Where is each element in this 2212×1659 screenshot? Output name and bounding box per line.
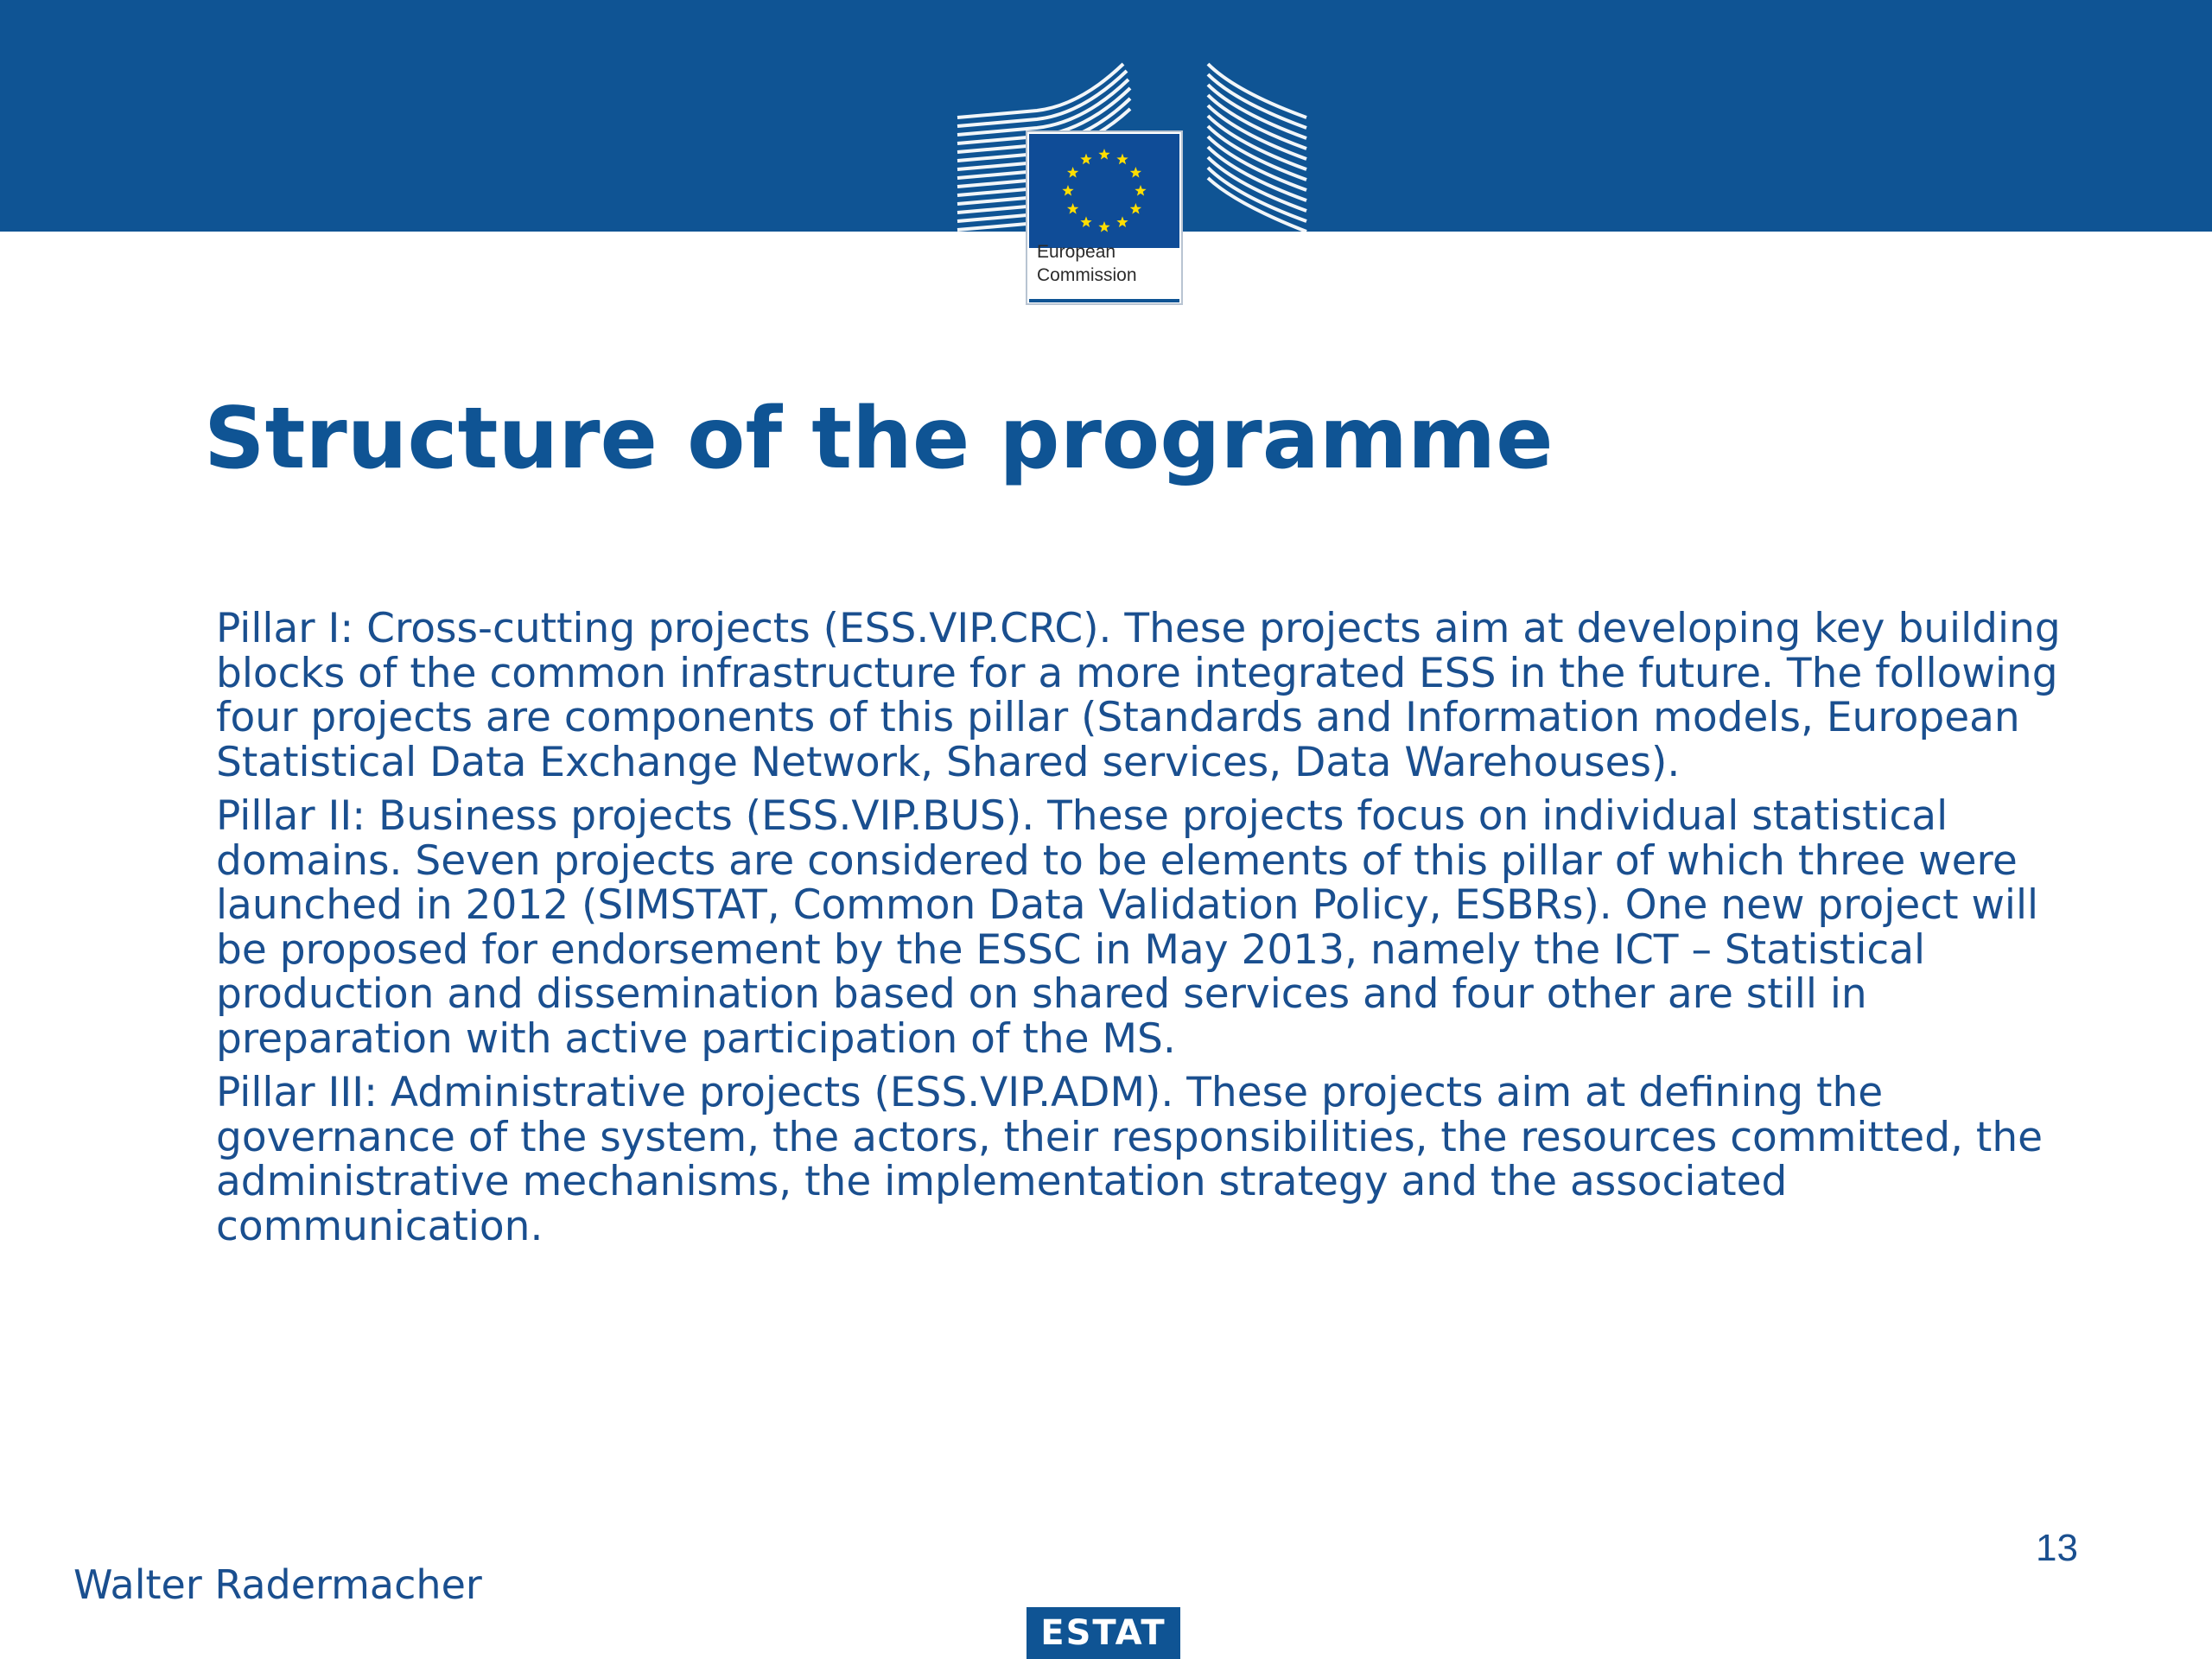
paragraph-pillar-1: Pillar I: Cross-cutting projects (ESS.VIP.CRC). These projects aim at developing key building blocks of the common infrastructure for a more integrated ESS in the future. The following four projects are components of this pillar (Standards and Information models, European Statistical Data Exchange Network, Shared services, Data Warehouses). <box>216 605 2061 786</box>
slide-number: 13 <box>2036 1527 2078 1569</box>
logo-caption <box>1037 240 1166 287</box>
logo-text-line2: Commission <box>1037 265 1137 285</box>
paragraph-pillar-3: Pillar III: Administrative projects (ESS.VIP.ADM). These projects aim at defining the governance of the system, the actors, their responsibilities, the resources committed, the administrative mechanisms, the implementation strategy and the associated communication. <box>216 1069 2044 1250</box>
slide-title: Structure of the programme <box>204 390 1554 488</box>
estat-badge: ESTAT <box>1027 1607 1180 1659</box>
slide-body <box>216 607 2082 1258</box>
logo-text-line1: European <box>1037 242 1116 262</box>
paragraph-pillar-2: Pillar II: Business projects (ESS.VIP.BUS). These projects focus on individual statistical domains. Seven projects are considered to be elements of this pillar of which three were launched in 2012 (SIMSTAT, Common Data Validation Policy, ESBRs). One new project will be proposed for endorsement by the ESSC in May 2013, namely the ICT – Statistical production and dissemination based on shared services and four other are still in preparation with active participation of the MS. <box>216 792 2039 1063</box>
footer-author: Walter Radermacher <box>73 1561 482 1608</box>
